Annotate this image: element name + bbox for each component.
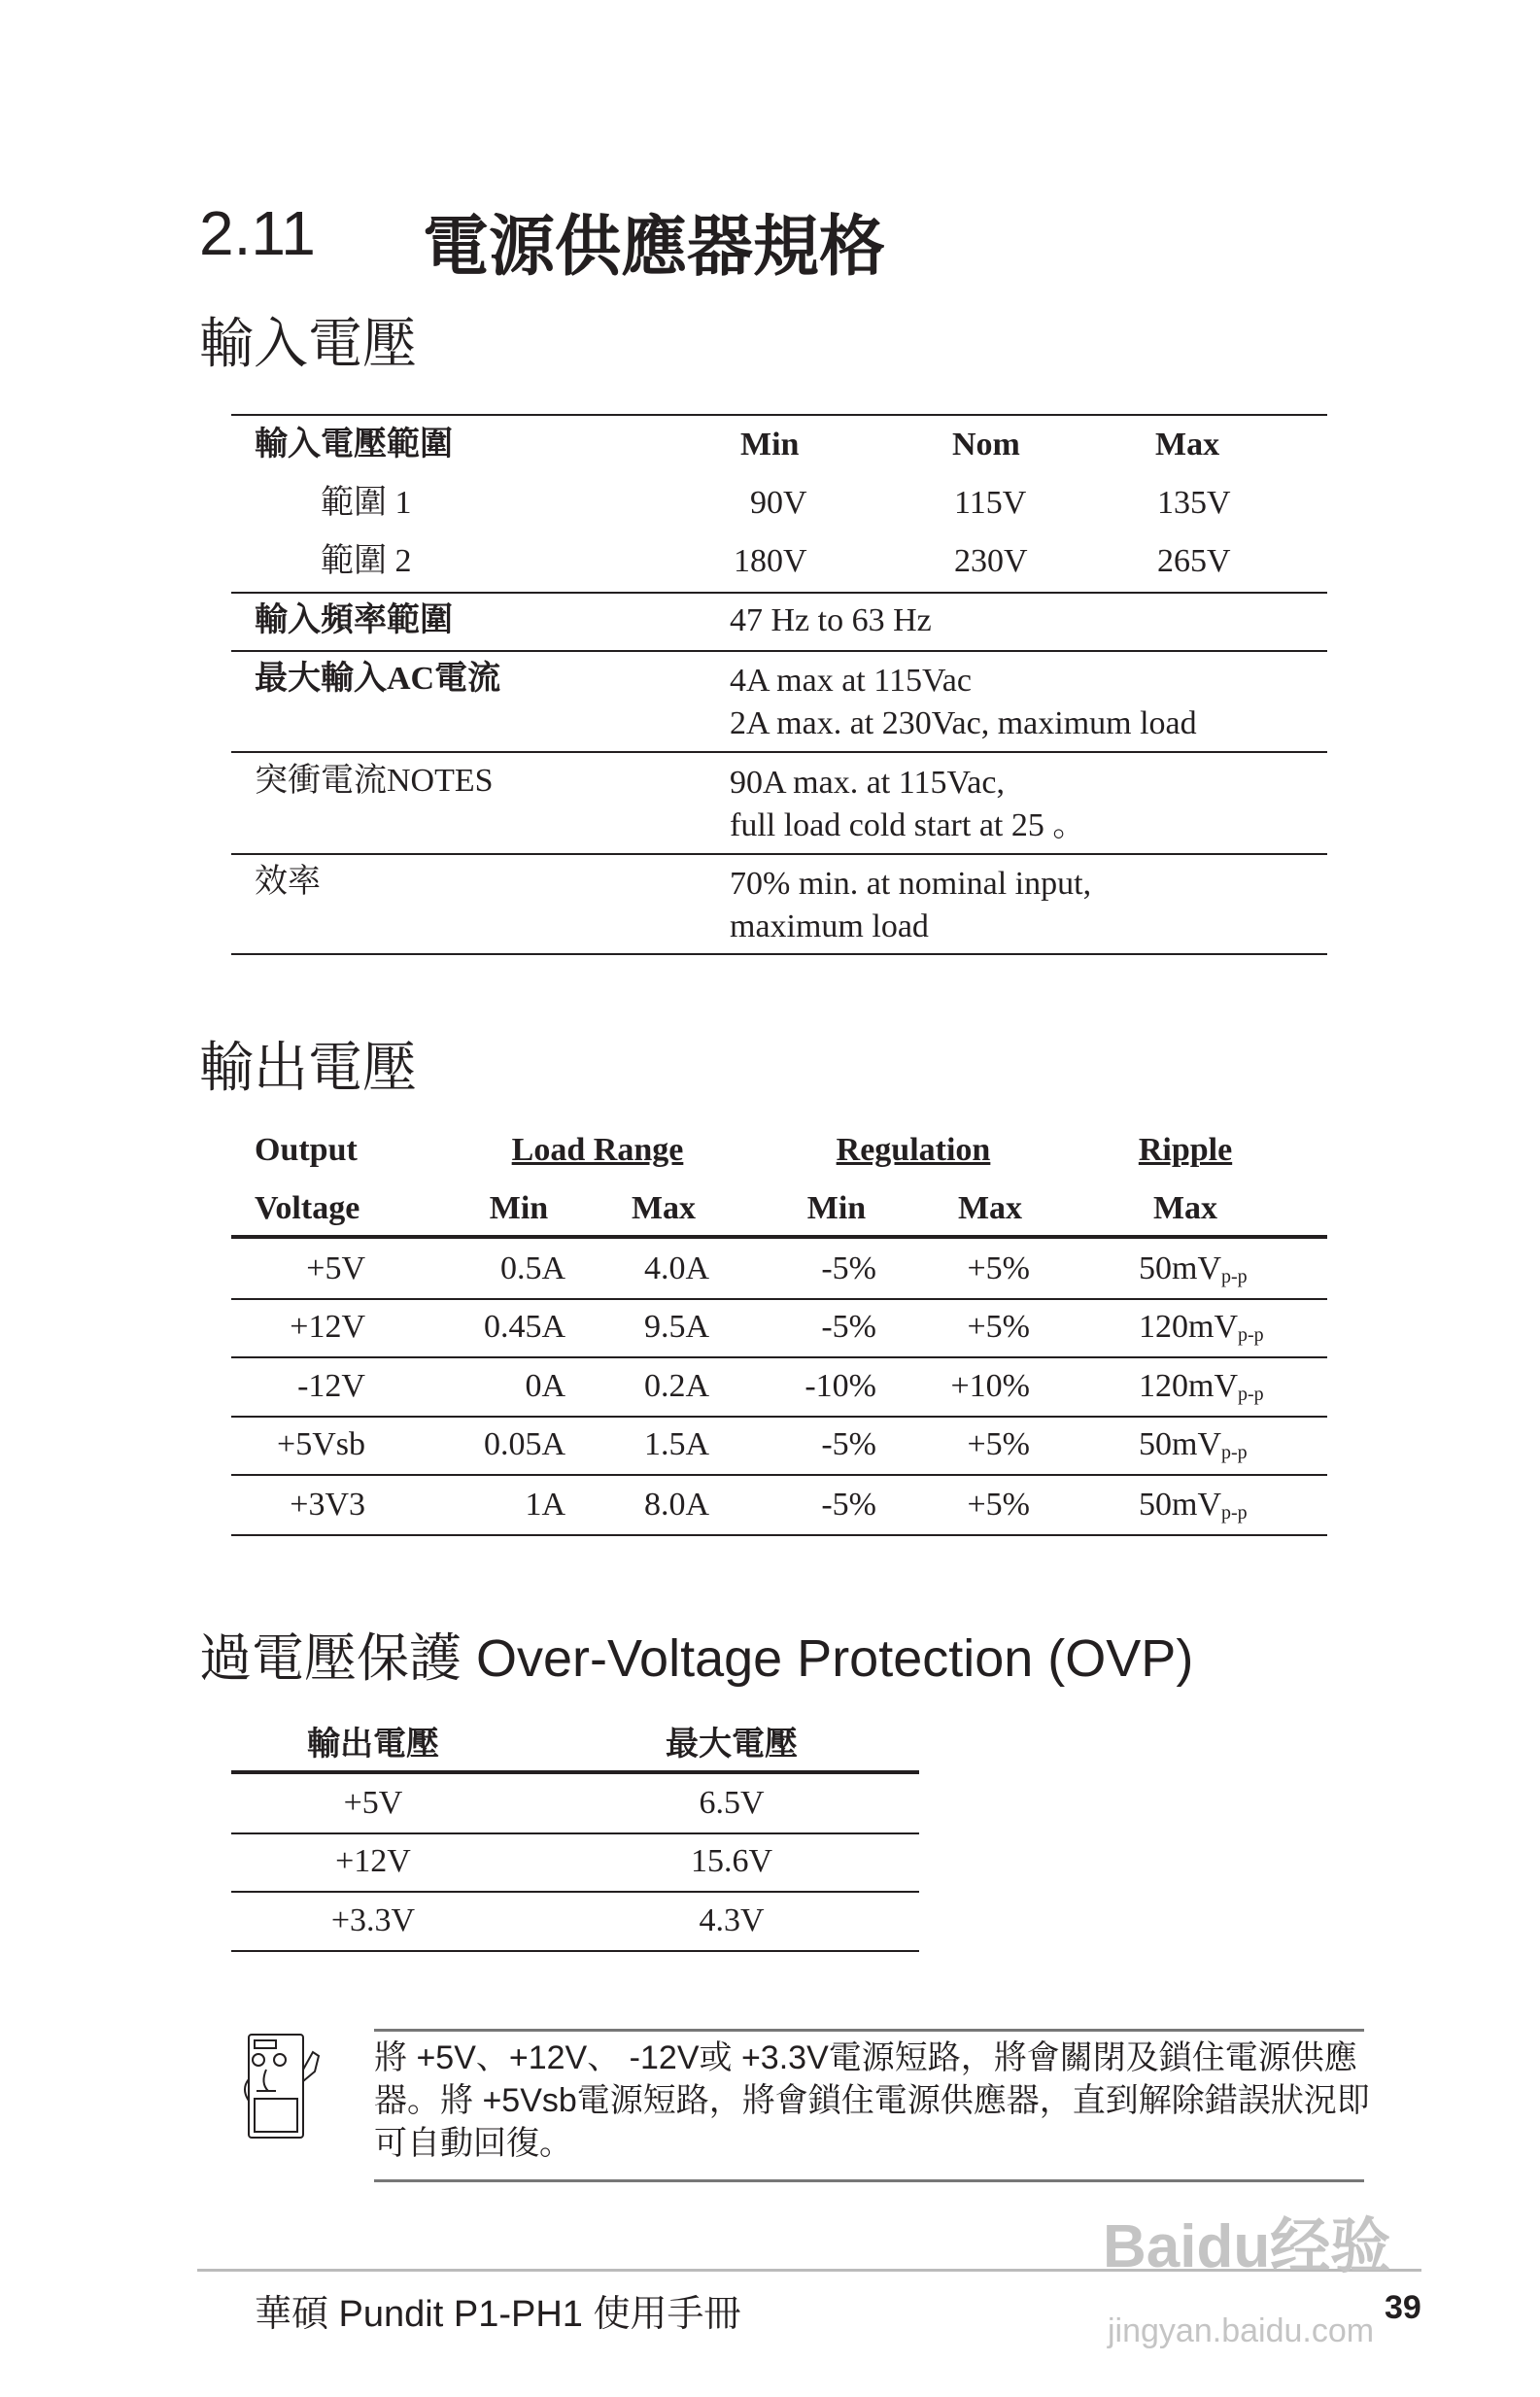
h-load-max: Max [631,1190,697,1226]
col-min: Min [740,427,800,462]
load-max: 1.5A [643,1426,709,1462]
row-divider [231,1832,919,1834]
divider [231,1770,919,1774]
range-max: 135V [1157,485,1231,521]
h-load-min: Min [489,1190,549,1226]
h-ripple: Ripple [1138,1132,1233,1168]
ovp-output: +3.3V [330,1902,416,1938]
row-divider [231,1891,919,1893]
range-label: 範圍 2 [321,543,412,579]
reg-min: -5% [821,1309,876,1345]
row-divider [231,1534,1327,1536]
col-max: Max [1155,427,1220,462]
ovp-heading: 過電壓保護 Over-Voltage Protection (OVP) [199,1629,1194,1688]
ripple-max [1139,1250,1248,1296]
divider [231,414,1327,416]
ripple-max [1139,1308,1264,1354]
ovp-max: 4.3V [699,1902,765,1938]
range-min: 90V [750,485,807,521]
divider [231,751,1327,753]
max-ac-label: 最大輸入AC電流 [255,661,501,697]
col-nom: Nom [952,427,1020,462]
ovp-h-max: 最大電壓 [666,1727,798,1763]
load-max: 9.5A [643,1309,709,1345]
inrush-label: 突衝電流NOTES [255,763,494,799]
divider [231,1235,1327,1239]
ripple-value: 50mV [1139,1487,1221,1523]
output-voltage: +5Vsb [277,1426,365,1462]
load-min: 0.05A [483,1426,565,1462]
row-divider [231,1356,1327,1358]
baidu-watermark: Baidu经验 [1103,2213,1391,2280]
h-load-range: Load Range [511,1132,684,1168]
reg-min: -5% [821,1487,876,1523]
row-divider [231,1950,919,1952]
range-label: 範圍 1 [321,485,412,521]
row-divider [231,1298,1327,1300]
reg-min: -10% [804,1368,876,1404]
output-heading: 輸出電壓 [199,1037,417,1098]
row-divider [231,1416,1327,1418]
ripple-unit: p-p [1221,1502,1248,1524]
ovp-max: 15.6V [690,1843,773,1879]
ripple-unit: p-p [1221,1442,1248,1463]
page-number: 39 [1385,2289,1421,2326]
note-computer-icon [239,2031,332,2142]
h-voltage: Voltage [255,1190,360,1226]
note-text: 將 +5V、+12V、 -12V或 +3.3V電源短路，將會關閉及鎖住電源供應 器。將 +5Vsb電源短路，將會鎖住電源供應器，直到解除錯誤狀況即 可自動回復。 [374,2039,1370,2162]
reg-max: +5% [967,1250,1030,1286]
output-voltage: +5V [306,1250,365,1286]
efficiency-value: 70% min. at nominal input, maximum load [730,866,1092,944]
ripple-max [1139,1486,1248,1532]
h-output: Output [255,1132,358,1168]
footer-title: 華碩 Pundit P1-PH1 使用手冊 [255,2294,741,2335]
ripple-max [1139,1425,1248,1472]
load-max: 8.0A [643,1487,709,1523]
divider [231,953,1327,955]
ovp-h-output: 輸出電壓 [307,1727,439,1763]
load-max: 0.2A [643,1368,709,1404]
section-title: 電源供應器規格 [423,210,886,284]
range-min: 180V [734,543,807,579]
ripple-unit: p-p [1238,1324,1264,1346]
load-min: 0.5A [499,1250,565,1286]
range-nom: 230V [954,543,1028,579]
reg-max: +10% [950,1368,1030,1404]
row-divider [231,1474,1327,1476]
freq-label: 輸入頻率範圍 [255,602,453,638]
max-ac-value: 4A max at 115Vac 2A max. at 230Vac, maximum load [730,663,1197,741]
range-max: 265V [1157,543,1231,579]
ripple-value: 120mV [1139,1309,1238,1345]
h-regulation: Regulation [836,1132,991,1168]
section-number: 2.11 [199,198,316,268]
ripple-unit: p-p [1238,1384,1264,1405]
ovp-max: 6.5V [699,1785,765,1821]
reg-min: -5% [821,1426,876,1462]
input-range-label: 輸入電壓範圍 [255,427,453,462]
h-reg-min: Min [806,1190,867,1226]
baidu-watermark-url: jingyan.baidu.com [1108,2312,1375,2349]
range-nom: 115V [954,485,1027,521]
ovp-output: +5V [343,1785,403,1821]
reg-min: -5% [821,1250,876,1286]
freq-value: 47 Hz to 63 Hz [730,602,932,638]
ovp-output: +12V [335,1843,411,1879]
reg-max: +5% [967,1309,1030,1345]
load-min: 0A [525,1368,565,1404]
output-voltage: +12V [290,1309,365,1345]
output-voltage: +3V3 [290,1487,365,1523]
reg-max: +5% [967,1426,1030,1462]
divider [231,650,1327,652]
h-reg-max: Max [957,1190,1023,1226]
note-top-rule [374,2029,1364,2032]
ripple-value: 50mV [1139,1426,1221,1462]
load-min: 1A [525,1487,565,1523]
inrush-value: 90A max. at 115Vac, full load cold start at 25 。 [730,765,1086,843]
efficiency-label: 效率 [255,864,321,900]
reg-max: +5% [967,1487,1030,1523]
h-ripple-max: Max [1152,1190,1218,1226]
load-max: 4.0A [643,1250,709,1286]
divider [231,592,1327,594]
output-voltage: -12V [297,1368,365,1404]
ripple-max [1139,1367,1264,1414]
input-heading: 輸入電壓 [199,313,417,374]
ripple-unit: p-p [1221,1266,1248,1287]
note-bottom-rule [374,2179,1364,2182]
divider [231,853,1327,855]
ripple-value: 50mV [1139,1250,1221,1286]
ripple-value: 120mV [1139,1368,1238,1404]
load-min: 0.45A [483,1309,565,1345]
